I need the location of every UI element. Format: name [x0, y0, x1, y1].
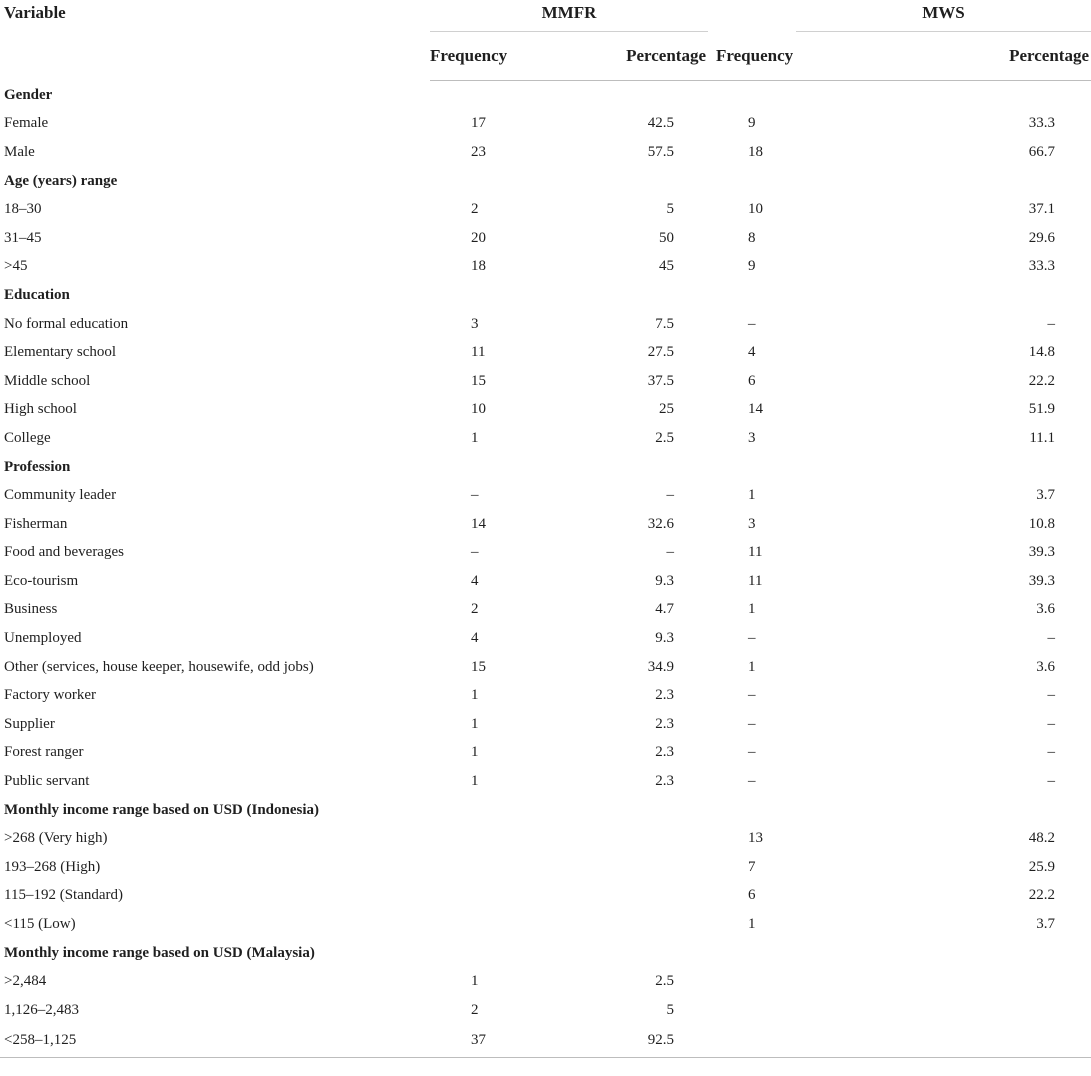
- row-label: Fisherman: [4, 515, 68, 532]
- row-label: >268 (Very high): [4, 830, 108, 847]
- mmfr-frequency-cell: [430, 882, 514, 911]
- section-label: Education: [4, 286, 70, 303]
- row-label: 1,126–2,483: [4, 1001, 79, 1018]
- mws-percentage-cell: [796, 996, 1091, 1025]
- mws-percentage-cell: [796, 967, 1091, 996]
- mws-frequency-cell: 14: [748, 401, 764, 418]
- table-row: [0, 424, 1091, 453]
- row-label: Supplier: [4, 715, 55, 732]
- mws-percentage-cell: 33.3: [1028, 115, 1056, 132]
- table-row: [0, 996, 1091, 1025]
- mws-group-header: MWS: [796, 0, 1091, 32]
- row-label: High school: [4, 401, 77, 418]
- mws-percentage-cell: 39.3: [1028, 544, 1056, 561]
- table-row: [0, 224, 1091, 253]
- mws-percentage-cell: 14.8: [1028, 344, 1056, 361]
- mws-frequency-cell: 1: [748, 658, 756, 675]
- table-row: [0, 539, 1091, 568]
- mws-percentage-cell: 33.3: [1028, 258, 1056, 275]
- mmfr-percentage-cell: 34.9: [647, 658, 675, 675]
- table-row: [0, 967, 1091, 996]
- mws-frequency-header: Frequency: [708, 32, 796, 81]
- mmfr-percentage-cell: –: [666, 544, 675, 561]
- mws-frequency-cell: 3: [748, 515, 756, 532]
- table-row: [0, 767, 1091, 796]
- mmfr-frequency-cell: –: [471, 487, 479, 504]
- table-row: [0, 882, 1091, 911]
- mws-percentage-cell: 22.2: [1028, 372, 1056, 389]
- mws-frequency-cell: 10: [748, 201, 764, 218]
- mws-percentage-cell: [796, 1025, 1091, 1058]
- section-row: [0, 453, 1091, 482]
- mws-percentage-cell: 3.7: [1036, 487, 1056, 504]
- mws-frequency-cell: 6: [748, 372, 756, 389]
- section-label: Gender: [4, 86, 53, 103]
- mws-percentage-cell: –: [1047, 315, 1056, 332]
- mmfr-frequency-cell: –: [471, 544, 479, 561]
- table-row: [0, 253, 1091, 282]
- mmfr-frequency-header: Frequency: [430, 32, 514, 81]
- mws-frequency-cell: 1: [748, 487, 756, 504]
- mws-percentage-cell: –: [1047, 715, 1056, 732]
- mws-percentage-cell: 25.9: [1028, 858, 1056, 875]
- section-row: [0, 167, 1091, 196]
- mmfr-frequency-cell: 23: [471, 143, 486, 160]
- mmfr-frequency-cell: 2: [471, 601, 479, 618]
- mws-percentage-cell: –: [1047, 687, 1056, 704]
- mmfr-percentage-cell: 32.6: [647, 515, 675, 532]
- table-row: [0, 910, 1091, 939]
- table-row: [0, 824, 1091, 853]
- mmfr-percentage-cell: 2.3: [655, 687, 675, 704]
- mmfr-percentage-cell: 57.5: [647, 143, 675, 160]
- mmfr-percentage-cell: 2.3: [655, 773, 675, 790]
- section-label: Age (years) range: [4, 172, 118, 189]
- table-row: [0, 739, 1091, 768]
- mws-percentage-cell: 11.1: [1029, 429, 1056, 446]
- mws-frequency-cell: 11: [748, 572, 763, 589]
- mmfr-frequency-cell: 17: [471, 115, 486, 132]
- mmfr-percentage-cell: 27.5: [647, 344, 675, 361]
- mmfr-percentage-cell: [514, 910, 708, 939]
- row-label: Food and beverages: [4, 544, 124, 561]
- row-label: Factory worker: [4, 687, 97, 704]
- row-label: Public servant: [4, 773, 90, 790]
- row-label: 193–268 (High): [4, 858, 101, 875]
- row-label: Elementary school: [4, 344, 117, 361]
- mmfr-frequency-cell: 37: [430, 1025, 514, 1058]
- mws-frequency-cell: –: [748, 715, 756, 732]
- mws-frequency-cell: –: [748, 773, 756, 790]
- row-label: Eco-tourism: [4, 572, 79, 589]
- mws-frequency-cell: 8: [748, 229, 756, 246]
- mmfr-percentage-cell: 25: [659, 401, 675, 418]
- row-label: Forest ranger: [4, 744, 84, 761]
- mws-frequency-cell: [708, 967, 796, 996]
- mmfr-frequency-cell: 2: [471, 201, 479, 218]
- mws-frequency-cell: [708, 996, 796, 1025]
- table-row: [0, 338, 1091, 367]
- mmfr-frequency-cell: [430, 853, 514, 882]
- mmfr-frequency-cell: 1: [471, 429, 479, 446]
- table-row: [0, 681, 1091, 710]
- mmfr-percentage-cell: 37.5: [647, 372, 675, 389]
- mws-percentage-cell: –: [1047, 773, 1056, 790]
- mmfr-frequency-cell: 15: [471, 658, 486, 675]
- row-label: No formal education: [4, 315, 129, 332]
- table-row: [0, 110, 1091, 139]
- mmfr-frequency-cell: 1: [471, 973, 479, 990]
- row-label: Male: [4, 143, 35, 160]
- row-label: >45: [4, 258, 28, 275]
- row-label: Middle school: [4, 372, 91, 389]
- variable-header: Variable: [4, 3, 66, 22]
- row-label: Business: [4, 601, 58, 618]
- table-row: [0, 138, 1091, 167]
- table-row: [0, 567, 1091, 596]
- row-label: Female: [4, 115, 49, 132]
- mws-percentage-cell: 48.2: [1028, 830, 1056, 847]
- mws-percentage-cell: 3.7: [1036, 916, 1056, 933]
- table-row: [0, 1025, 1091, 1058]
- mmfr-frequency-cell: 1: [471, 715, 479, 732]
- section-row: [0, 796, 1091, 825]
- mws-percentage-cell: 22.2: [1028, 887, 1056, 904]
- row-label: 18–30: [4, 201, 42, 218]
- row-label: <115 (Low): [4, 916, 76, 933]
- mmfr-frequency-cell: 1: [471, 744, 479, 761]
- table-row: [0, 510, 1091, 539]
- mmfr-frequency-cell: 3: [471, 315, 479, 332]
- table-row: [0, 481, 1091, 510]
- mmfr-frequency-cell: 1: [471, 773, 479, 790]
- mmfr-frequency-cell: [430, 910, 514, 939]
- mws-percentage-cell: 39.3: [1028, 572, 1056, 589]
- mws-frequency-cell: 9: [748, 258, 756, 275]
- mmfr-frequency-cell: 10: [471, 401, 486, 418]
- mws-frequency-cell: 4: [748, 344, 756, 361]
- table-row: [0, 624, 1091, 653]
- mws-percentage-header: Percentage: [796, 32, 1091, 81]
- section-row: [0, 81, 1091, 110]
- mws-frequency-cell: –: [748, 630, 756, 647]
- mmfr-percentage-cell: 7.5: [655, 315, 675, 332]
- mmfr-percentage-cell: 5: [666, 201, 675, 218]
- mws-percentage-cell: 3.6: [1036, 658, 1056, 675]
- mws-percentage-cell: 3.6: [1036, 601, 1056, 618]
- mmfr-frequency-cell: [430, 824, 514, 853]
- mmfr-percentage-cell: 4.7: [655, 601, 675, 618]
- mws-frequency-cell: 1: [748, 601, 756, 618]
- mmfr-percentage-cell: 9.3: [655, 630, 675, 647]
- mws-frequency-cell: 1: [748, 916, 756, 933]
- table-row: [0, 853, 1091, 882]
- table-row: [0, 396, 1091, 425]
- mws-percentage-cell: 66.7: [1028, 143, 1056, 160]
- mmfr-percentage-cell: 2.5: [655, 429, 675, 446]
- mmfr-percentage-cell: 2.3: [655, 715, 675, 732]
- mws-percentage-cell: 29.6: [1028, 229, 1056, 246]
- section-row: [0, 939, 1091, 968]
- row-label: <258–1,125: [0, 1025, 430, 1058]
- table-row: [0, 367, 1091, 396]
- mws-frequency-cell: –: [748, 744, 756, 761]
- row-label: Unemployed: [4, 630, 82, 647]
- mws-frequency-cell: 13: [748, 830, 764, 847]
- row-label: Community leader: [4, 487, 117, 504]
- mmfr-percentage-cell: [514, 853, 708, 882]
- mws-frequency-cell: 7: [748, 858, 756, 875]
- mws-frequency-cell: 3: [748, 429, 756, 446]
- section-label: Profession: [4, 458, 71, 475]
- table-row: [0, 195, 1091, 224]
- mmfr-percentage-cell: 5: [666, 1001, 675, 1018]
- mmfr-percentage-cell: 45: [659, 258, 675, 275]
- mmfr-frequency-cell: 15: [471, 372, 486, 389]
- mmfr-frequency-cell: 20: [471, 229, 486, 246]
- table-row: [0, 596, 1091, 625]
- mws-percentage-cell: –: [1047, 744, 1056, 761]
- mmfr-frequency-cell: 18: [471, 258, 486, 275]
- mws-frequency-cell: 9: [748, 115, 756, 132]
- row-label: College: [4, 429, 51, 446]
- mmfr-frequency-cell: 4: [471, 572, 479, 589]
- row-label: Other (services, house keeper, housewife, odd jobs): [4, 658, 314, 675]
- section-label: Monthly income range based on USD (Malaysia): [4, 944, 315, 961]
- row-label: 115–192 (Standard): [4, 887, 124, 904]
- table-row: [0, 653, 1091, 682]
- mmfr-frequency-cell: 1: [471, 687, 479, 704]
- mws-frequency-cell: –: [748, 687, 756, 704]
- mmfr-percentage-cell: [514, 882, 708, 911]
- mmfr-percentage-cell: 2.3: [655, 744, 675, 761]
- mws-percentage-cell: –: [1047, 630, 1056, 647]
- row-label: >2,484: [4, 973, 47, 990]
- table-row: [0, 310, 1091, 339]
- mmfr-percentage-cell: 9.3: [655, 572, 675, 589]
- mmfr-frequency-cell: 4: [471, 630, 479, 647]
- row-label: 31–45: [4, 229, 42, 246]
- mmfr-percentage-cell: 2.5: [655, 973, 675, 990]
- mmfr-percentage-cell: 50: [659, 229, 675, 246]
- section-label: Monthly income range based on USD (Indonesia): [4, 801, 320, 818]
- mmfr-percentage-cell: [514, 824, 708, 853]
- mws-percentage-cell: 51.9: [1028, 401, 1056, 418]
- mws-frequency-cell: –: [748, 315, 756, 332]
- mmfr-percentage-cell: 92.5: [514, 1025, 708, 1058]
- mmfr-frequency-cell: 2: [471, 1001, 479, 1018]
- mmfr-frequency-cell: 14: [471, 515, 486, 532]
- table-row: [0, 710, 1091, 739]
- mmfr-percentage-header: Percentage: [514, 32, 708, 81]
- section-row: [0, 281, 1091, 310]
- mws-frequency-cell: [708, 1025, 796, 1058]
- mws-percentage-cell: 10.8: [1028, 515, 1056, 532]
- mmfr-frequency-cell: 11: [471, 344, 486, 361]
- mws-frequency-cell: 18: [748, 143, 764, 160]
- mmfr-percentage-cell: –: [666, 487, 675, 504]
- mmfr-percentage-cell: 42.5: [647, 115, 675, 132]
- table-body: [0, 81, 1091, 1058]
- mws-percentage-cell: 37.1: [1028, 201, 1056, 218]
- mws-frequency-cell: 11: [748, 544, 763, 561]
- mws-frequency-cell: 6: [748, 887, 756, 904]
- mmfr-group-header: MMFR: [430, 0, 708, 32]
